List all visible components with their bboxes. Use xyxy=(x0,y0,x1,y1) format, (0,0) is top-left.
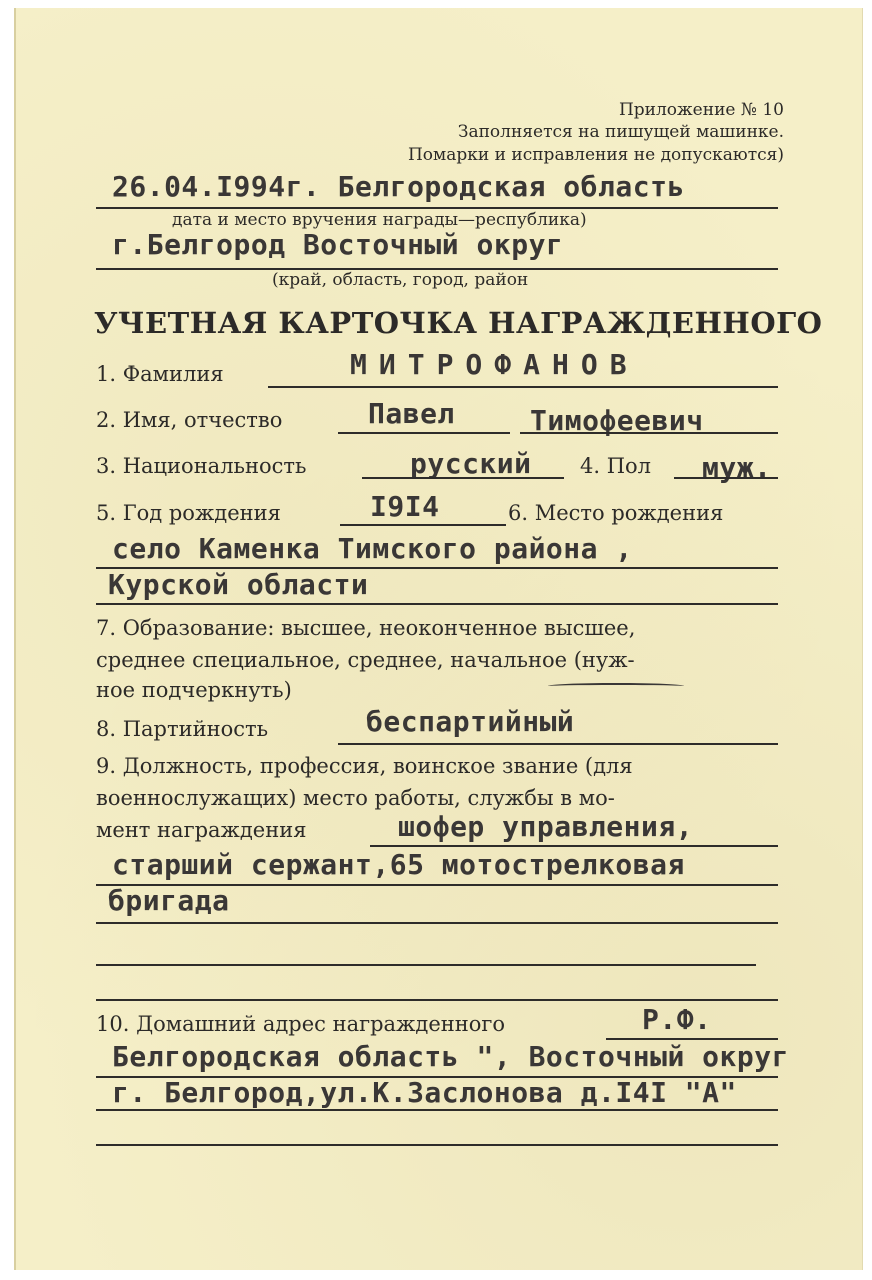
underline xyxy=(96,1144,778,1146)
first-name-value: Павел xyxy=(368,397,455,430)
surname-label: 1. Фамилия xyxy=(96,362,224,386)
card-title: УЧЕТНАЯ КАРТОЧКА НАГРАЖДЕННОГО xyxy=(94,306,823,340)
address-value3: г. Белгород,ул.К.Заслонова д.I4I "А" xyxy=(112,1076,737,1109)
underline xyxy=(268,386,778,388)
underline xyxy=(370,845,778,847)
district-caption: (край, область, город, район xyxy=(272,270,529,290)
underline xyxy=(340,524,506,526)
position-line1: 9. Должность, профессия, воинское звание (для xyxy=(96,754,633,778)
underline xyxy=(520,432,778,434)
address-value2: Белгородская область ", Восточный округ xyxy=(112,1040,789,1073)
birth-place-line1: село Каменка Тимского района , xyxy=(112,532,633,565)
nationality-label: 3. Национальность xyxy=(96,454,307,478)
award-date-place: 26.04.I994г. Белгородская область xyxy=(112,170,685,203)
divider xyxy=(96,207,778,209)
party-value: беспартийный xyxy=(366,705,575,738)
birth-place-label: 6. Место рождения xyxy=(508,501,724,525)
name-label: 2. Имя, отчество xyxy=(96,408,283,432)
position-line3: мент награждения xyxy=(96,818,307,842)
underline xyxy=(96,922,778,924)
sex-label: 4. Пол xyxy=(580,454,652,478)
education-line3: ное подчеркнуть) xyxy=(96,678,292,702)
award-district: г.Белгород Восточный округ xyxy=(112,228,564,261)
sex-value: муж. xyxy=(702,451,772,484)
party-label: 8. Партийность xyxy=(96,717,269,741)
nationality-value: русский xyxy=(410,447,532,480)
surname-value: МИТРОФАНОВ xyxy=(350,348,639,381)
underline xyxy=(338,432,510,434)
underline xyxy=(674,477,778,479)
address-label: 10. Домашний адрес награжденного xyxy=(96,1012,506,1036)
underline xyxy=(96,964,756,966)
position-value3: бригада xyxy=(108,884,230,917)
birth-place-line2: Курской области xyxy=(108,568,369,601)
underline xyxy=(96,603,778,605)
education-underline-mark xyxy=(548,683,684,689)
underline xyxy=(96,999,778,1001)
birth-year-value: I9I4 xyxy=(370,490,440,523)
appendix-number: Приложение № 10 xyxy=(618,100,784,120)
typewriter-instruction: Заполняется на пишущей машинке. xyxy=(457,122,784,142)
underline xyxy=(362,477,564,479)
position-value1: шофер управления, xyxy=(398,810,694,843)
birth-year-label: 5. Год рождения xyxy=(96,501,281,525)
award-date-caption: дата и место вручения награды—республика) xyxy=(172,210,587,230)
address-value1: Р.Ф. xyxy=(642,1003,712,1036)
education-line1: 7. Образование: высшее, неоконченное высшее, xyxy=(96,616,636,640)
position-line2: военнослужащих) место работы, службы в мо- xyxy=(96,786,615,810)
no-corrections-note: Помарки и исправления не допускаются) xyxy=(407,145,784,165)
underline xyxy=(338,743,778,745)
underline xyxy=(96,1109,778,1111)
position-value2: старший сержант,65 мотострелковая xyxy=(112,848,685,881)
education-line2: среднее специальное, среднее, начальное (нуж- xyxy=(96,648,635,672)
patronymic-value: Тимофеевич xyxy=(530,404,704,437)
